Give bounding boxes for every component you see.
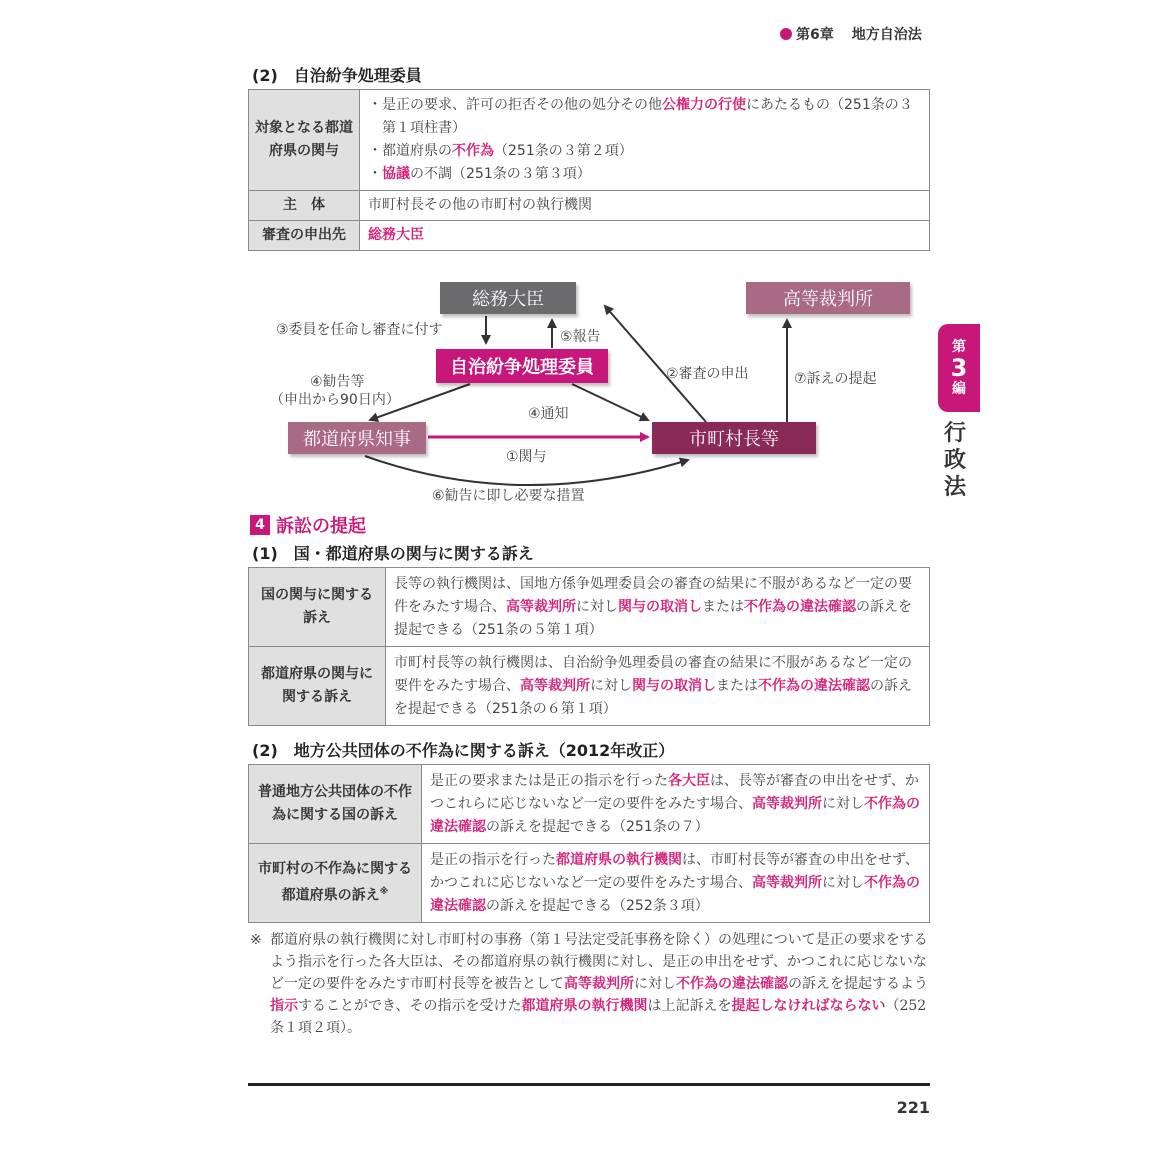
table-row [249, 844, 930, 923]
table-row [249, 568, 930, 647]
subsection-heading-omission-suits: (2) 地方公共団体の不作為に関する訴え（2012年改正） [252, 741, 675, 760]
row-header-prefectural: 都道府県の関与に関する訴え [249, 647, 386, 726]
box-minister-internal-affairs: 総務大臣 [440, 282, 576, 314]
prefectural-involvement-cell: 市町村長等の執行機関は、自治紛争処理委員の審査の結果に不服があるなど一定の要件をみたす場合、高等裁判所に対し関与の取消しまたは不作為の違法確認の訴えを提起できる（251条の６第１項） [386, 647, 930, 726]
subject-cell: 市町村長その他の市町村の執行機関 [360, 191, 930, 221]
row-header-target: 対象となる都道府県の関与 [249, 90, 360, 191]
part-tab-suffix: 編 [952, 381, 966, 397]
part-tab-prefix: 第 [952, 339, 966, 355]
section-title: 訴訟の提起 [276, 516, 366, 537]
box-dispute-committee: 自治紛争処理委員 [436, 349, 608, 383]
omission-suits-table [248, 764, 930, 923]
row-header-prefectural-suit: 市町村の不作為に関する都道府県の訴え※ [249, 844, 422, 923]
label-lawsuit: ⑦訴えの提起 [794, 371, 877, 387]
footnote-text: 都道府県の執行機関に対し市町村の事務（第１号法定受託事務を除く）の処理について是正の要求をするよう指示を行った各大臣は、その都道府県の執行機関に対し、是正の申出をせず、かつこれに応じないなど一定の要件をみたす市町村長等を被告として高等裁判所に対し不作為の違法確認の訴えを提起するよう指示することができ、その指示を受けた都道府県の執行機関は上記訴えを提起しなければならない（252条１項２項）。 [270, 932, 928, 1036]
row-header-subject: 主 体 [249, 191, 360, 221]
subsection-heading-involvement-suits: (1) 国・都道府県の関与に関する訴え [252, 544, 534, 563]
footnote [250, 929, 930, 1039]
label-involvement: ①関与 [506, 449, 547, 465]
row-header-national: 国の関与に関する訴え [249, 568, 386, 647]
national-suit-cell: 是正の要求または是正の指示を行った各大臣は、長等が審査の申出をせず、かつこれらに応じないなど一定の要件をみたす場合、高等裁判所に対し不作為の違法確認の訴えを提起できる（251条の７） [422, 765, 930, 844]
list-item: ・是正の要求、許可の拒否その他の処分その他公権力の行使にあたるもの（251条の３第１項柱書） [368, 97, 913, 136]
section-4-heading [250, 512, 366, 538]
footer-rule [248, 1083, 930, 1086]
row-header-national-suit: 普通地方公共団体の不作為に関する国の訴え [249, 765, 422, 844]
list-item: ・都道府県の不作為（251条の３第２項） [368, 143, 633, 159]
national-involvement-cell: 長等の執行機関は、国地方係争処理委員会の審査の結果に不服があるなど一定の要件をみたす場合、高等裁判所に対し関与の取消しまたは不作為の違法確認の訴えを提起できる（251条の５第１項） [386, 568, 930, 647]
box-mayor: 市町村長等 [652, 422, 816, 454]
row-header-review-destination: 審査の申出先 [249, 221, 360, 251]
part-tab-number: 3 [950, 354, 968, 382]
box-high-court: 高等裁判所 [746, 282, 910, 314]
box-prefectural-governor: 都道府県知事 [288, 422, 426, 454]
page-number: 221 [896, 1098, 930, 1117]
label-notify: ④通知 [528, 406, 569, 422]
arrow-notify [572, 384, 648, 420]
footnote-mark: ※ [250, 932, 262, 948]
section-number-badge: 4 [250, 515, 270, 535]
part-tab [938, 324, 980, 412]
label-review-request: ②審査の申出 [666, 366, 749, 382]
table-row [249, 647, 930, 726]
label-recommend-deadline: （申出から90日内） [270, 392, 400, 408]
review-destination-cell: 総務大臣 [360, 221, 930, 251]
label-measures: ⑥勧告に即し必要な措置 [432, 488, 585, 504]
part-title-vertical: 行政法 [943, 421, 966, 500]
label-recommend: ④勧告等 [310, 374, 365, 390]
chapter-title: 地方自治法 [851, 27, 922, 43]
label-report: ⑤報告 [560, 329, 601, 345]
chapter-number: 第6章 [796, 27, 834, 43]
prefectural-suit-cell: 是正の指示を行った都道府県の執行機関は、市町村長等が審査の申出をせず、かつこれに応じないなど一定の要件をみたす場合、高等裁判所に対し不作為の違法確認の訴えを提起できる（252条３項） [422, 844, 930, 923]
list-item: ・協議の不調（251条の３第３項） [368, 166, 591, 182]
involvement-suits-table [248, 567, 930, 726]
note-marker: ※ [379, 887, 389, 898]
label-appoint: ③委員を任命し審査に付す [276, 322, 443, 338]
section-heading-dispute-committee: (2) 自治紛争処理委員 [252, 66, 422, 85]
table-row [249, 765, 930, 844]
